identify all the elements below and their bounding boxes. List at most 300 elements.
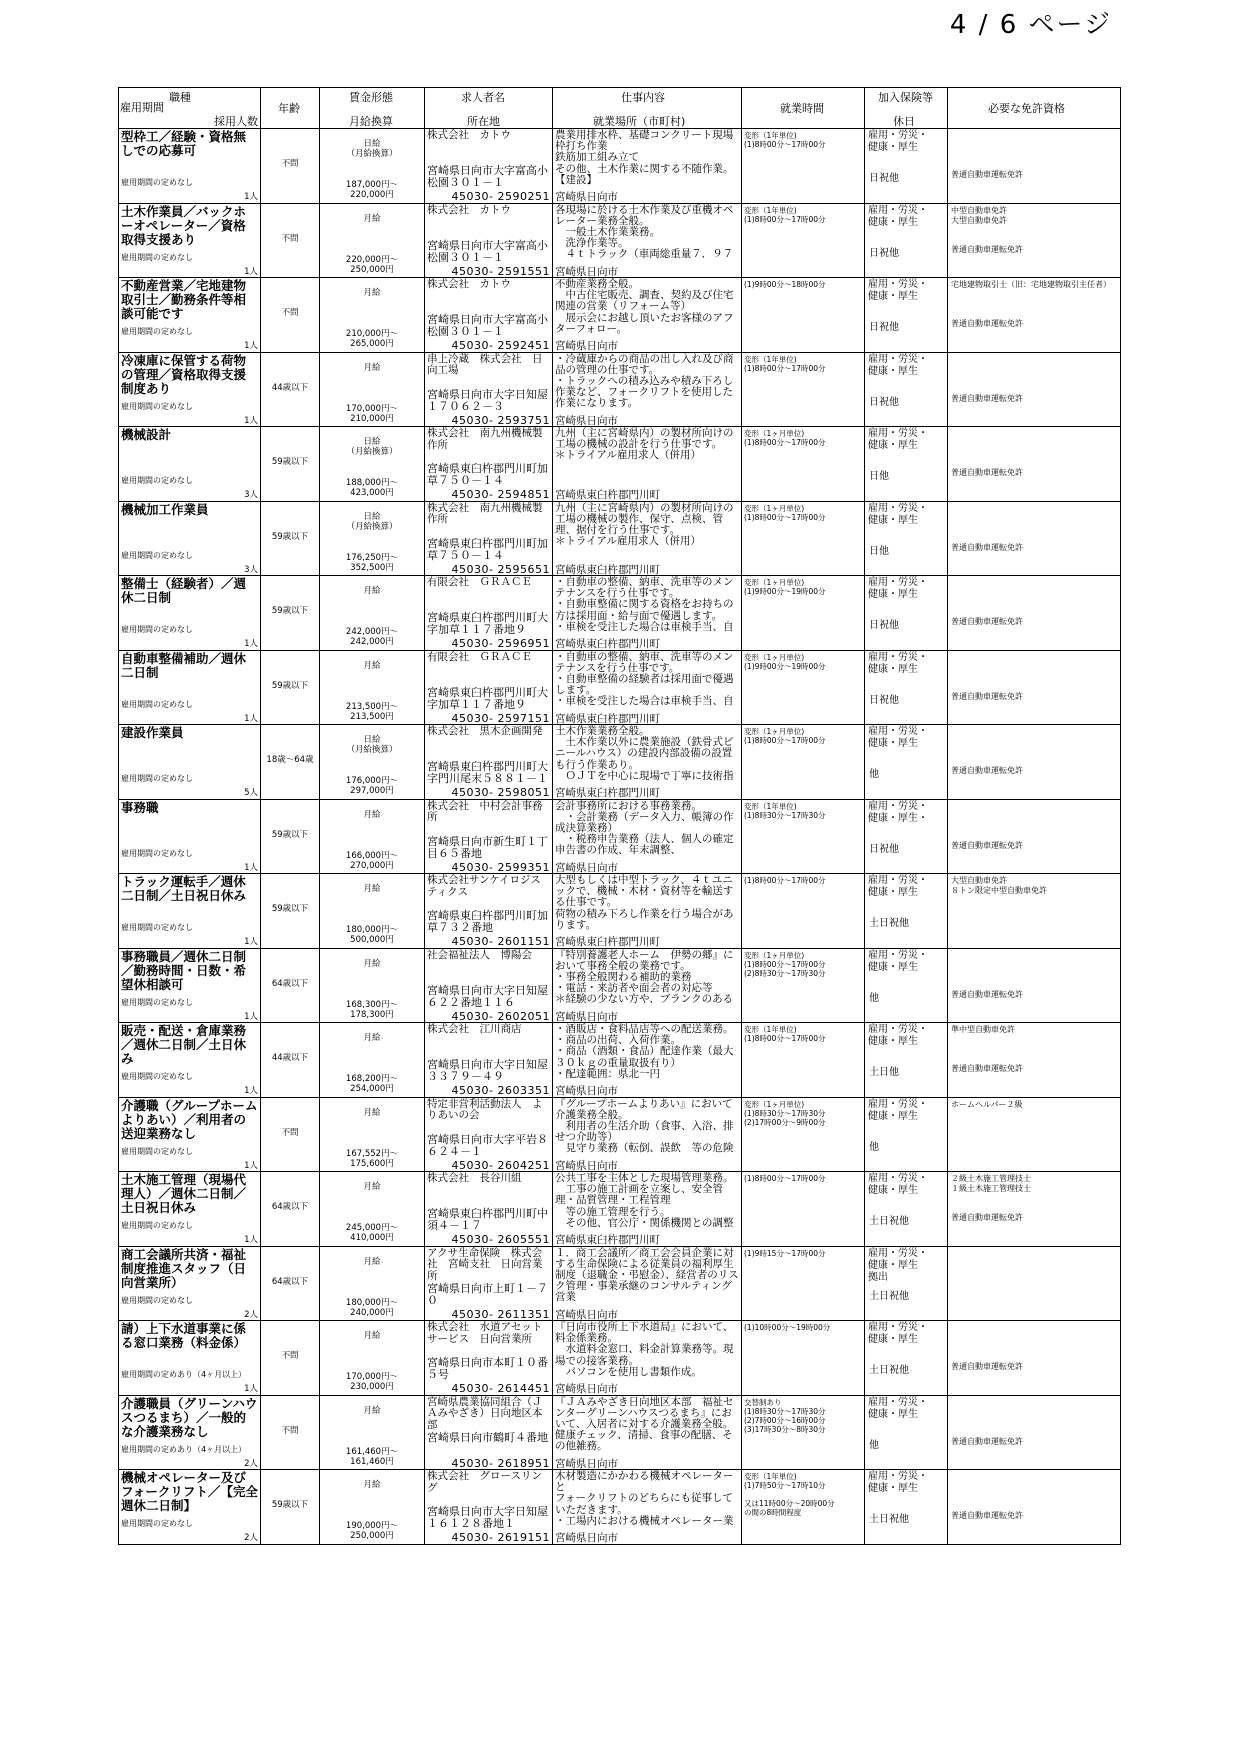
wage-type: 月給 xyxy=(363,288,381,298)
job-title: 型枠工／経験・資格無しでの応募可 xyxy=(121,129,247,158)
work-cell xyxy=(553,1172,742,1247)
employer-address: 宮崎県日向市大字富高小松園３０１－１ xyxy=(427,238,548,264)
employer-cell xyxy=(425,1023,553,1098)
work-place: 宮崎県東臼杵郡門川町 xyxy=(555,712,660,724)
work-cell xyxy=(553,278,742,353)
holidays: 土日祝他 xyxy=(869,1514,909,1525)
job-description: ・自動車の整備、納車、洗車等のメンテナンスを行う仕事です。 ・自動車整備に関する資格をお持ちの方は採用面・給与面で優遇します。 ・車検を受注した場合は車検手当、自 xyxy=(555,576,734,633)
wage-range: 180,000円～ 500,000円 xyxy=(345,925,399,945)
work-place: 宮崎県日向市 xyxy=(555,861,618,873)
working-hours: 変形（1ヶ月単位) (1)9時00分～19時00分 xyxy=(744,652,826,671)
insurance: 雇用・労災・ 健康・厚生 拠出 xyxy=(868,1247,928,1283)
wage-range: 187,000円～ 220,000円 xyxy=(345,180,399,200)
license-driving: 普通自動車運転免許 xyxy=(951,1511,1023,1520)
insurance-cell xyxy=(865,576,948,651)
employment-period: 雇用期間の定めなし xyxy=(121,625,193,634)
employer-name: アクサ生命保険 株式会社 宮崎支社 日向営業所 xyxy=(427,1246,543,1282)
table-row xyxy=(119,352,1121,427)
insurance: 雇用・労災・ 健康・厚生・ xyxy=(868,800,928,824)
employer-address: 宮崎県東臼杵郡門川町加草７３２番地 xyxy=(427,909,548,934)
holidays: 土日祝他 xyxy=(869,1365,909,1376)
work-place: 宮崎県日向市 xyxy=(555,191,618,202)
employer-name: 株式会社 長谷川組 xyxy=(427,1172,522,1184)
job-title: 機械設計 xyxy=(121,427,172,442)
working-hours: (1)9時00分～18時00分 xyxy=(744,280,826,289)
table-row xyxy=(119,1172,1121,1247)
hours-cell xyxy=(742,1172,865,1247)
employer-name: 株式会社 カトウ xyxy=(427,278,511,290)
work-cell xyxy=(553,1395,742,1470)
work-cell xyxy=(553,427,742,502)
age-requirement: 44歳以下 xyxy=(271,382,309,393)
age-requirement: 64歳以下 xyxy=(271,978,309,989)
license-special xyxy=(948,1247,1120,1251)
job-number: 45030- 2618951 xyxy=(451,1456,550,1469)
hire-count: 2人 xyxy=(244,1309,258,1320)
wage-type: 月給 xyxy=(363,213,381,224)
insurance: 雇用・労災・ 健康・厚生 xyxy=(868,577,928,600)
wage-cell xyxy=(320,278,425,353)
working-hours: 変形（1ヶ月単位) (1)8時30分～17時30分 (2)17時00分～9時00分 xyxy=(744,1099,826,1127)
holidays: 日他 xyxy=(869,545,889,557)
job-cell xyxy=(119,650,261,725)
age-requirement: 59歳以下 xyxy=(271,531,309,542)
license-cell xyxy=(948,1470,1121,1545)
license-cell xyxy=(948,352,1121,427)
license-cell xyxy=(948,874,1121,949)
employer-address: 宮崎県東臼杵郡門川町大字加草１１７番地９ xyxy=(427,611,548,636)
table-row xyxy=(119,1321,1121,1396)
work-cell xyxy=(553,203,742,278)
license-special: 宅地建物取引士（旧：宅地建物取引主任者） xyxy=(951,280,1111,289)
hire-count: 3人 xyxy=(244,564,258,575)
employer-cell xyxy=(425,1470,553,1545)
header-license: 必要な免許資格 xyxy=(948,88,1121,129)
license-cell xyxy=(948,427,1121,502)
employer-name: 株式会社 黒木企画開発 xyxy=(427,725,543,737)
job-title: 自動車整備補助／週休二日制 xyxy=(121,650,247,680)
employment-period: 雇用期間の定めなし xyxy=(121,774,193,783)
insurance: 雇用・労災・ 健康・厚生 xyxy=(868,1024,928,1047)
job-description: 九州（主に宮崎県内）の製材所向けの工場の機械の設計を行う仕事です。 ＊トライアル雇用求人（併用） xyxy=(555,427,734,462)
license-special xyxy=(948,1470,1120,1474)
wage-range: 166,000円～ 270,000円 xyxy=(345,850,399,871)
employer-cell xyxy=(425,1172,553,1247)
license-driving: 普通自動車運転免許 xyxy=(951,1213,1023,1222)
age-cell xyxy=(261,1395,320,1470)
insurance: 雇用・労災・ 健康・厚生 xyxy=(868,1322,928,1345)
employment-period: 雇用期間の定めなし xyxy=(121,1295,193,1305)
employer-cell xyxy=(425,1097,553,1172)
work-cell xyxy=(553,799,742,874)
job-number: 45030- 2601151 xyxy=(451,935,550,947)
work-cell xyxy=(553,650,742,725)
working-hours: 交替制あり (1)8時30分～17時30分 (2)7時00分～16時00分 (3)17時30分～8時30分 xyxy=(744,1397,826,1434)
license-special: 中型自動車免許 大型自動車免許 xyxy=(951,205,1007,225)
employer-name: 株式会社 カトウ xyxy=(427,129,511,141)
table-row xyxy=(119,427,1121,502)
employment-period: 雇用期間の定めなし xyxy=(121,327,193,336)
working-hours: 変形（1ヶ月単位) (1)9時00分～19時00分 xyxy=(744,578,826,596)
job-cell xyxy=(119,129,261,204)
work-place: 宮崎県日向市 xyxy=(555,340,618,351)
license-special xyxy=(948,651,1120,655)
age-cell xyxy=(261,874,320,949)
license-cell xyxy=(948,203,1121,278)
age-cell xyxy=(261,352,320,427)
license-cell xyxy=(948,1246,1121,1321)
job-title: 販売・配送・倉庫業務／週休二日制／土日休み xyxy=(121,1023,247,1066)
employer-address: 宮崎県東臼杵郡門川町加草７５０－１４ xyxy=(427,536,548,562)
hire-count: 3人 xyxy=(244,490,258,500)
job-description: 公共工事を主体とした現場管理業務。 工事の施工計画を立案し、安全管理・品質管理・工程管理 等の施工管理を行う。 その他、官公庁・関係機関との調整 xyxy=(555,1172,734,1229)
employer-name: 社会福祉法人 博陽会 xyxy=(427,948,532,961)
holidays: 日祝他 xyxy=(869,173,899,184)
license-cell xyxy=(948,501,1121,576)
job-title: 介護職（グループホームよりあい）／利用者の送迎業務なし xyxy=(121,1097,258,1141)
insurance-cell xyxy=(865,1470,948,1545)
wage-type: 月給 xyxy=(363,1033,381,1043)
holidays: 土日祝他 xyxy=(869,918,909,929)
wage-cell xyxy=(320,427,425,502)
employer-cell xyxy=(425,1321,553,1396)
work-place: 宮崎県日向市 xyxy=(555,1159,618,1171)
job-number: 45030- 2596951 xyxy=(451,637,550,649)
table-header xyxy=(119,88,1121,129)
job-description: 『特別養護老人ホーム 伊勢の郷』において事務全般の業務です。 ・事務全般関わる補助的業務 ・電話・来訪者や面会者の対応等 ＊経験の少ない方や、ブランクのある xyxy=(555,948,734,1006)
header-age: 年齢 xyxy=(261,88,320,129)
job-title: 整備士（経験者）／週休二日制 xyxy=(121,576,247,605)
job-description: 各現場に於ける土木作業及び重機オペレーター業務全般。 一般土木作業業務。 洗浄作業等。 ４ｔトラック（車両総重量７．９７ xyxy=(555,203,734,261)
wage-range: 176,250円～ 352,500円 xyxy=(345,552,399,573)
holidays: 日他 xyxy=(869,471,889,482)
hire-count: 1人 xyxy=(244,1011,258,1022)
insurance: 雇用・労災・ 健康・厚生 xyxy=(868,651,928,675)
table-row xyxy=(119,1470,1121,1545)
wage-cell xyxy=(320,352,425,427)
wage-range: 170,000円～ 230,000円 xyxy=(345,1372,399,1392)
working-hours: 変形（1年単位) (1)7時50分～17時10分 又は11時00分～20時00分 の間の8時間程度 xyxy=(744,1472,835,1517)
license-driving: 普通自動車運転免許 xyxy=(951,170,1023,179)
wage-range: 242,000円～ 242,000円 xyxy=(345,627,399,647)
employer-address: 宮崎県東臼杵郡門川町大字門川尾末５８８１－１ xyxy=(427,760,548,785)
hours-cell xyxy=(742,278,865,353)
employer-cell xyxy=(425,1395,553,1470)
work-cell xyxy=(553,948,742,1023)
age-cell xyxy=(261,129,320,204)
employer-address: 宮崎県日向市新生町１丁目６５番地 xyxy=(427,834,548,860)
job-title: 請）上下水道事業に係る窓口業務（料金係） xyxy=(121,1321,247,1350)
wage-type: 月給 xyxy=(363,1331,381,1341)
work-place: 宮崎県日向市 xyxy=(555,414,618,426)
job-number: 45030- 2597151 xyxy=(451,711,550,724)
insurance-cell xyxy=(865,278,948,353)
employer-address: 宮崎県日向市本町１０番５号 xyxy=(427,1356,548,1381)
age-cell xyxy=(261,501,320,576)
hours-cell xyxy=(742,1023,865,1098)
job-title: 機械オペレーター及びフォークリフト／【完全週休二日制】 xyxy=(121,1470,258,1513)
employer-address: 宮崎県日向市大字日知屋３３７９－４９ xyxy=(427,1058,548,1083)
job-number: 45030- 2619151 xyxy=(451,1531,550,1543)
table-row xyxy=(119,874,1121,949)
job-cell xyxy=(119,278,261,353)
work-place: 宮崎県日向市 xyxy=(555,265,618,277)
holidays: 日祝他 xyxy=(869,247,899,259)
hire-count: 5人 xyxy=(244,788,258,798)
hire-count: 1人 xyxy=(244,192,258,202)
license-special: ２級土木施工管理技士 １級土木施工管理技士 xyxy=(951,1174,1031,1193)
employment-period: 雇用期間の定めなし xyxy=(121,1221,193,1230)
employment-period: 雇用期間の定めなし xyxy=(121,1519,193,1528)
employer-name: 株式会社 水道アセットサービス 日向営業所 xyxy=(427,1321,543,1345)
wage-cell xyxy=(320,650,425,725)
wage-type: 月給 xyxy=(363,586,381,596)
work-cell xyxy=(553,576,742,651)
work-place: 宮崎県日向市 xyxy=(555,1308,618,1320)
age-requirement: 59歳以下 xyxy=(271,829,309,840)
license-cell xyxy=(948,1023,1121,1098)
age-requirement: 59歳以下 xyxy=(271,1500,309,1510)
working-hours: 変形（1ヶ月単位) (1)8時00分～17時00分 xyxy=(744,429,826,447)
wage-cell xyxy=(320,1023,425,1098)
age-requirement: 59歳以下 xyxy=(271,606,309,616)
wage-cell xyxy=(320,129,425,204)
wage-cell xyxy=(320,203,425,278)
insurance-cell xyxy=(865,1321,948,1396)
job-number: 45030- 2614451 xyxy=(451,1382,550,1394)
insurance: 雇用・労災・ 健康・厚生 xyxy=(868,726,928,749)
insurance-cell xyxy=(865,799,948,874)
wage-range: 188,000円～ 423,000円 xyxy=(345,478,399,498)
employer-cell xyxy=(425,129,553,204)
insurance-cell xyxy=(865,427,948,502)
hours-cell xyxy=(742,129,865,204)
job-number: 45030- 2603351 xyxy=(451,1084,550,1096)
job-title: 商工会議所共済・福祉制度推進スタッフ（日向営業所） xyxy=(121,1246,247,1290)
wage-range: 220,000円～ 250,000円 xyxy=(345,254,399,275)
job-description: ・冷蔵庫からの商品の出し入れ及び商品の管理の仕事です。 ・トラックへの積み込みや積み下ろし作業など、フォークリフトを使用した作業になります。 xyxy=(555,352,734,410)
insurance-cell xyxy=(865,1395,948,1470)
license-driving: 普通自動車運転免許 xyxy=(951,617,1023,626)
holidays: 土日祝他 xyxy=(869,1216,909,1227)
job-cell xyxy=(119,1023,261,1098)
hours-cell xyxy=(742,1097,865,1172)
employer-name: 株式会社サンケイロジスティクス xyxy=(427,874,541,898)
employer-address: 宮崎県日向市鶴町４番地 xyxy=(427,1430,548,1444)
employer-cell xyxy=(425,650,553,725)
license-cell xyxy=(948,1097,1121,1172)
work-cell xyxy=(553,725,742,800)
table-row xyxy=(119,725,1121,800)
wage-cell xyxy=(320,799,425,874)
job-title: 事務職員／週休二日制／勤務時間・日数・希望休相談可 xyxy=(121,948,247,992)
age-requirement: 不問 xyxy=(281,233,299,244)
employer-address: 宮崎県日向市大字日知屋１７０６２－３ xyxy=(427,387,548,413)
holidays: 他 xyxy=(869,992,879,1004)
job-cell xyxy=(119,1097,261,1172)
work-cell xyxy=(553,1321,742,1396)
license-cell xyxy=(948,948,1121,1023)
wage-range: 170,000円～ 210,000円 xyxy=(345,403,399,424)
license-cell xyxy=(948,576,1121,651)
employer-name: 株式会社 江川商店 xyxy=(427,1023,522,1035)
wage-type: 月給 xyxy=(363,660,381,671)
age-requirement: 59歳以下 xyxy=(271,457,309,467)
age-cell xyxy=(261,1246,320,1321)
hours-cell xyxy=(742,1321,865,1396)
job-number: 45030- 2602051 xyxy=(451,1009,550,1022)
job-number: 45030- 2593751 xyxy=(451,413,550,426)
job-number: 45030- 2599351 xyxy=(451,860,550,873)
job-description: 『ＪＡみやざき日向地区本部 福祉センターグリーンハウスつるまち』において、入居者に対する介護業務全般。 健康チェック、清掃、食事の配膳、その他雑務。 xyxy=(555,1395,734,1453)
working-hours: 変形（1ヶ月単位) (1)8時00分～17時00分 xyxy=(744,503,826,522)
license-special xyxy=(948,353,1120,357)
work-cell xyxy=(553,501,742,576)
employer-cell xyxy=(425,203,553,278)
wage-cell xyxy=(320,1395,425,1470)
insurance: 雇用・労災・ 健康・厚生 xyxy=(868,502,928,526)
employment-period: 雇用期間の定めなし xyxy=(121,178,193,187)
hours-cell xyxy=(742,650,865,725)
license-special xyxy=(948,1321,1120,1325)
work-place: 宮崎県東臼杵郡門川町 xyxy=(555,638,660,649)
hire-count: 2人 xyxy=(244,1533,258,1543)
license-driving: 普通自動車運転免許 xyxy=(951,542,1023,552)
insurance-cell xyxy=(865,725,948,800)
employer-cell xyxy=(425,278,553,353)
hire-count: 1人 xyxy=(244,937,258,947)
job-cell xyxy=(119,501,261,576)
job-title: 冷凍庫に保管する荷物の管理／資格取得支援制度あり xyxy=(121,352,247,396)
work-cell xyxy=(553,352,742,427)
insurance: 雇用・労災・ 健康・厚生 xyxy=(868,279,928,302)
job-description: 大型もしくは中型トラック、４ｔユニックで、機械・木材・資材等を輸送する仕事です。 荷物の積み下ろし作業を行う場合があります。 xyxy=(555,874,734,931)
working-hours: (1)9時15分～17時00分 xyxy=(744,1248,826,1258)
hire-count: 1人 xyxy=(244,1160,258,1171)
license-driving: 普通自動車運転免許 xyxy=(951,468,1023,477)
license-driving: 普通自動車運転免許 xyxy=(951,393,1023,403)
wage-cell xyxy=(320,1246,425,1321)
working-hours: 変形（1ヶ月単位) (1)8時00分～17時00分 (2)8時30分～17時30分 xyxy=(744,950,826,978)
header-job: 職種 雇用期間 採用人数 xyxy=(119,88,261,129)
insurance-cell xyxy=(865,352,948,427)
insurance-cell xyxy=(865,203,948,278)
insurance-cell xyxy=(865,1246,948,1321)
work-cell xyxy=(553,1470,742,1545)
working-hours: (1)8時00分～17時00分 xyxy=(744,1174,826,1183)
age-cell xyxy=(261,203,320,278)
employment-period: 雇用期間の定めあり（4ヶ月以上） xyxy=(121,1444,247,1454)
wage-cell xyxy=(320,1470,425,1545)
working-hours: 変形（1ヶ月単位) (1)8時00分～17時00分 xyxy=(744,727,826,745)
header-work: 仕事内容 就業場所（市町村) xyxy=(553,88,742,129)
license-driving: 普通自動車運転免許 xyxy=(951,1436,1023,1446)
insurance: 雇用・労災・ 健康・厚生 xyxy=(868,204,928,228)
work-cell xyxy=(553,1023,742,1098)
hours-cell xyxy=(742,948,865,1023)
wage-cell xyxy=(320,874,425,949)
license-special: 準中型自動車免許 xyxy=(951,1025,1015,1034)
hours-cell xyxy=(742,1470,865,1545)
job-number: 45030- 2595651 xyxy=(451,562,550,575)
employer-address: 宮崎県日向市上町１－７０ xyxy=(427,1281,548,1307)
job-cell xyxy=(119,1321,261,1396)
license-cell xyxy=(948,129,1121,204)
employment-period: 雇用期間の定めなし xyxy=(121,997,193,1007)
job-title: トラック運転手／週休二日制／土日祝日休み xyxy=(121,874,247,903)
wage-type: 月給 xyxy=(363,1107,381,1118)
job-description: 不動産業務全般。 中古住宅販売、調査、契約及び住宅関連の営業（リフォーム等） 展示会にお越し頂いたお客様のアフターフォロー。 xyxy=(555,278,734,335)
wage-type: 月給 xyxy=(363,1480,381,1490)
hire-count: 1人 xyxy=(244,713,258,724)
table-row xyxy=(119,576,1121,651)
job-number: 45030- 2598051 xyxy=(451,786,550,798)
holidays: 他 xyxy=(869,1141,879,1153)
header-insurance: 加入保険等 休日 xyxy=(865,88,948,129)
employment-period: 雇用期間の定めなし xyxy=(121,550,193,560)
insurance: 雇用・労災・ 健康・厚生 xyxy=(868,875,928,898)
work-place: 宮崎県東臼杵郡門川町 xyxy=(555,787,660,798)
job-number: 45030- 2590251 xyxy=(451,190,550,202)
wage-cell xyxy=(320,501,425,576)
age-cell xyxy=(261,1321,320,1396)
hire-count: 2人 xyxy=(244,1458,258,1469)
hours-cell xyxy=(742,352,865,427)
hire-count: 1人 xyxy=(244,862,258,873)
hours-cell xyxy=(742,576,865,651)
age-cell xyxy=(261,948,320,1023)
license-driving: 普通自動車運転免許 xyxy=(951,319,1023,328)
table-row xyxy=(119,1246,1121,1321)
job-description: 『日向市役所上下水道局』において、料金係業務。 水道料金窓口、料金計算業務等。現場での接客業務。 パソコンを使用し書類作成。 xyxy=(555,1321,734,1378)
job-number: 45030- 2591551 xyxy=(451,264,550,277)
working-hours: (1)8時00分～17時00分 xyxy=(744,876,826,885)
employer-name: 有限会社 ＧＲＡＣＥ xyxy=(427,650,532,663)
table-row xyxy=(119,129,1121,204)
insurance-cell xyxy=(865,129,948,204)
license-special xyxy=(948,427,1120,431)
license-driving: 普通自動車運転免許 xyxy=(951,766,1023,775)
wage-type: 月給 xyxy=(363,1405,381,1416)
job-description: 土木作業業務全般。 土木作業以外に農業施設（鉄骨式ビニールハウス）の建設内部設備の設置も行う作業あり。 ＯＪＴを中心に現場で丁寧に技術指 xyxy=(555,725,734,782)
employment-period: 雇用期間の定めなし xyxy=(121,476,193,485)
insurance: 雇用・労災・ 健康・厚生 xyxy=(868,1173,928,1196)
hours-cell xyxy=(742,874,865,949)
hire-count: 1人 xyxy=(244,266,258,277)
job-number: 45030- 2594851 xyxy=(451,488,550,500)
license-driving: 普通自動車運転免許 xyxy=(951,840,1023,850)
wage-type: 日給 （月給換算） xyxy=(346,735,398,755)
working-hours: 変形（1年単位) (1)8時00分～17時00分 xyxy=(744,205,826,224)
employer-cell xyxy=(425,501,553,576)
license-cell xyxy=(948,650,1121,725)
wage-range: 210,000円～ 265,000円 xyxy=(345,329,399,349)
job-title: 機械加工作業員 xyxy=(121,501,209,517)
hours-cell xyxy=(742,799,865,874)
employment-period: 雇用期間の定めなし xyxy=(121,848,193,858)
job-number: 45030- 2592451 xyxy=(451,339,550,351)
employer-cell xyxy=(425,576,553,651)
insurance: 雇用・労災・ 健康・厚生 xyxy=(868,130,928,153)
wage-range: 176,000円～ 297,000円 xyxy=(345,776,399,796)
age-cell xyxy=(261,1172,320,1247)
insurance: 雇用・労災・ 健康・厚生 xyxy=(868,1396,928,1420)
job-cell xyxy=(119,725,261,800)
job-number: 45030- 2605551 xyxy=(451,1233,550,1245)
job-title: 事務職 xyxy=(121,799,159,815)
wage-range: 168,200円～ 254,000円 xyxy=(345,1074,399,1094)
employer-name: 串上冷蔵 株式会社 日向工場 xyxy=(427,352,543,376)
